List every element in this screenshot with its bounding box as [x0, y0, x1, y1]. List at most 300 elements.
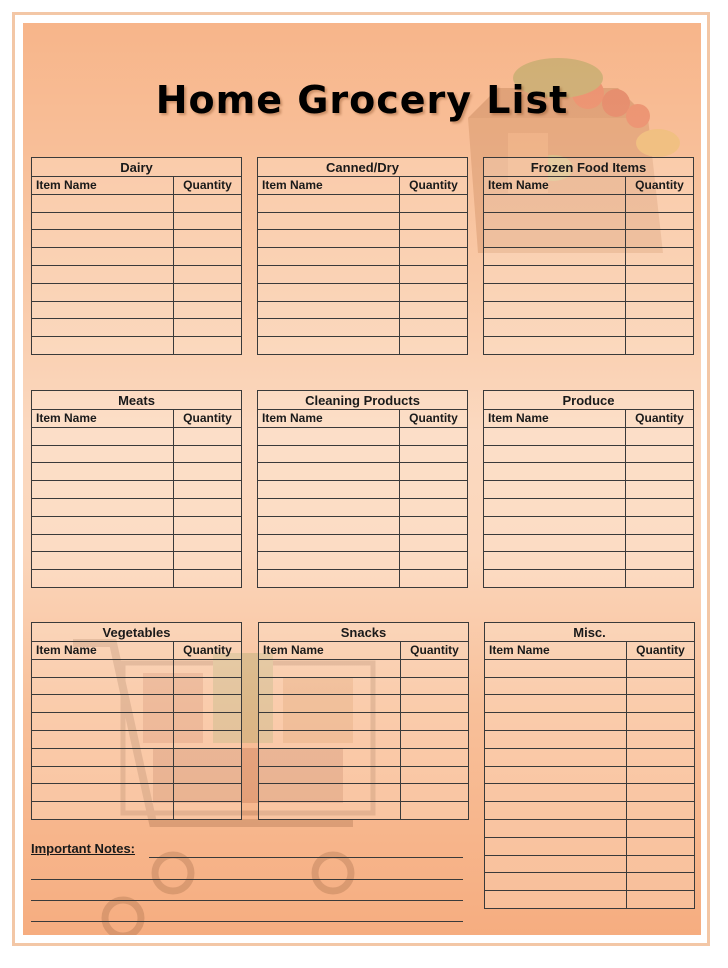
quantity-cell[interactable]: [174, 194, 242, 212]
category-table-cleaning-products: [257, 390, 468, 588]
item-name-cell[interactable]: [484, 230, 626, 248]
table-row: [258, 463, 468, 481]
table-row: [32, 445, 242, 463]
table-row: [259, 766, 469, 784]
quantity-cell[interactable]: [626, 534, 694, 552]
quantity-cell[interactable]: [174, 498, 242, 516]
item-name-cell[interactable]: [485, 855, 627, 873]
item-name-header: Item Name: [485, 642, 627, 660]
item-name-header: Item Name: [259, 642, 401, 660]
quantity-header: Quantity: [174, 642, 242, 660]
quantity-header: Quantity: [174, 410, 242, 428]
quantity-cell[interactable]: [626, 552, 694, 570]
item-name-cell[interactable]: [485, 713, 627, 731]
table-row: [32, 516, 242, 534]
table-row: [484, 230, 694, 248]
table-row: [32, 463, 242, 481]
table-row: [258, 534, 468, 552]
quantity-cell[interactable]: [400, 194, 468, 212]
item-name-cell[interactable]: [484, 194, 626, 212]
table-row: [485, 659, 695, 677]
item-name-cell[interactable]: [484, 552, 626, 570]
item-name-cell[interactable]: [484, 445, 626, 463]
item-name-cell[interactable]: [258, 230, 400, 248]
quantity-cell[interactable]: [174, 784, 242, 802]
item-name-header: Item Name: [484, 177, 626, 195]
quantity-cell[interactable]: [400, 319, 468, 337]
item-name-cell[interactable]: [259, 766, 401, 784]
item-name-cell[interactable]: [32, 283, 174, 301]
quantity-cell[interactable]: [626, 248, 694, 266]
quantity-cell[interactable]: [174, 659, 242, 677]
table-row: [32, 427, 242, 445]
item-name-cell[interactable]: [258, 283, 400, 301]
item-name-cell[interactable]: [32, 552, 174, 570]
item-name-cell[interactable]: [32, 230, 174, 248]
table-row: [258, 230, 468, 248]
quantity-cell[interactable]: [627, 766, 695, 784]
table-row: [32, 337, 242, 355]
item-name-cell[interactable]: [259, 659, 401, 677]
quantity-cell[interactable]: [400, 230, 468, 248]
table-row: [484, 427, 694, 445]
category-table-meats: [31, 390, 242, 588]
table-row: [484, 319, 694, 337]
table-row: [258, 498, 468, 516]
quantity-header: Quantity: [401, 642, 469, 660]
item-name-cell[interactable]: [32, 194, 174, 212]
quantity-cell[interactable]: [627, 748, 695, 766]
item-name-cell[interactable]: [32, 265, 174, 283]
table-row: [32, 230, 242, 248]
quantity-cell[interactable]: [627, 802, 695, 820]
category-title: Meats: [32, 391, 242, 410]
quantity-cell[interactable]: [174, 730, 242, 748]
table-row: [258, 301, 468, 319]
table-row: [32, 659, 242, 677]
item-name-cell[interactable]: [484, 248, 626, 266]
page-title: Home Grocery List: [155, 78, 569, 122]
table-row: [259, 677, 469, 695]
quantity-header: Quantity: [626, 177, 694, 195]
quantity-cell[interactable]: [401, 713, 469, 731]
quantity-cell[interactable]: [174, 748, 242, 766]
quantity-cell[interactable]: [627, 695, 695, 713]
table-row: [485, 695, 695, 713]
quantity-cell[interactable]: [174, 265, 242, 283]
item-name-cell[interactable]: [258, 265, 400, 283]
item-name-cell[interactable]: [485, 837, 627, 855]
quantity-cell[interactable]: [400, 445, 468, 463]
item-name-cell[interactable]: [485, 891, 627, 909]
quantity-cell[interactable]: [626, 463, 694, 481]
quantity-cell[interactable]: [626, 427, 694, 445]
category-title: Frozen Food Items: [484, 158, 694, 177]
table-row: [258, 212, 468, 230]
item-name-cell[interactable]: [32, 498, 174, 516]
table-row: [258, 337, 468, 355]
table-row: [259, 730, 469, 748]
quantity-cell[interactable]: [174, 534, 242, 552]
item-name-cell[interactable]: [32, 516, 174, 534]
category-title: Cleaning Products: [258, 391, 468, 410]
table-row: [485, 837, 695, 855]
item-name-cell[interactable]: [484, 570, 626, 588]
table-row: [485, 766, 695, 784]
quantity-cell[interactable]: [627, 837, 695, 855]
item-name-cell[interactable]: [258, 498, 400, 516]
table-row: [484, 337, 694, 355]
quantity-header: Quantity: [627, 642, 695, 660]
item-name-cell[interactable]: [32, 319, 174, 337]
item-name-cell[interactable]: [484, 498, 626, 516]
item-name-cell[interactable]: [32, 802, 174, 820]
quantity-cell[interactable]: [400, 481, 468, 499]
category-table-dairy: [31, 157, 242, 355]
table-row: [259, 802, 469, 820]
quantity-cell[interactable]: [400, 516, 468, 534]
category-title: Produce: [484, 391, 694, 410]
quantity-cell[interactable]: [401, 730, 469, 748]
table-row: [484, 481, 694, 499]
table-row: [484, 570, 694, 588]
item-name-cell[interactable]: [32, 445, 174, 463]
quantity-cell[interactable]: [174, 802, 242, 820]
table-row: [259, 784, 469, 802]
quantity-cell[interactable]: [627, 659, 695, 677]
quantity-cell[interactable]: [627, 784, 695, 802]
table-row: [485, 784, 695, 802]
table-row: [32, 248, 242, 266]
quantity-cell[interactable]: [626, 283, 694, 301]
quantity-cell[interactable]: [400, 552, 468, 570]
category-table-snacks: [258, 622, 469, 820]
table-row: [258, 516, 468, 534]
item-name-cell[interactable]: [32, 248, 174, 266]
item-name-cell[interactable]: [484, 463, 626, 481]
table-row: [32, 570, 242, 588]
item-name-cell[interactable]: [258, 248, 400, 266]
item-name-cell[interactable]: [258, 445, 400, 463]
table-row: [32, 802, 242, 820]
item-name-cell[interactable]: [32, 766, 174, 784]
table-row: [485, 855, 695, 873]
item-name-cell[interactable]: [484, 319, 626, 337]
quantity-cell[interactable]: [174, 230, 242, 248]
quantity-cell[interactable]: [626, 301, 694, 319]
quantity-cell[interactable]: [174, 481, 242, 499]
table-row: [258, 248, 468, 266]
item-name-cell[interactable]: [485, 873, 627, 891]
table-row: [258, 283, 468, 301]
item-name-cell[interactable]: [258, 319, 400, 337]
item-name-cell[interactable]: [484, 481, 626, 499]
table-row: [32, 481, 242, 499]
category-table-frozen-food-items: [483, 157, 694, 355]
item-name-cell[interactable]: [485, 802, 627, 820]
category-title: Vegetables: [32, 623, 242, 642]
item-name-cell[interactable]: [32, 427, 174, 445]
table-row: [258, 194, 468, 212]
item-name-cell[interactable]: [484, 337, 626, 355]
table-row: [32, 730, 242, 748]
table-row: [258, 552, 468, 570]
quantity-cell[interactable]: [400, 283, 468, 301]
table-row: [485, 713, 695, 731]
table-row: [484, 445, 694, 463]
table-row: [485, 873, 695, 891]
table-row: [32, 677, 242, 695]
quantity-cell[interactable]: [401, 766, 469, 784]
quantity-header: Quantity: [626, 410, 694, 428]
table-row: [258, 265, 468, 283]
table-row: [32, 766, 242, 784]
quantity-cell[interactable]: [174, 301, 242, 319]
quantity-cell[interactable]: [174, 677, 242, 695]
table-row: [484, 552, 694, 570]
item-name-cell[interactable]: [259, 677, 401, 695]
table-row: [484, 265, 694, 283]
table-row: [484, 283, 694, 301]
table-row: [32, 748, 242, 766]
grocery-sheet: [23, 23, 701, 935]
quantity-cell[interactable]: [627, 730, 695, 748]
category-table-produce: [483, 390, 694, 588]
item-name-header: Item Name: [258, 410, 400, 428]
table-row: [32, 265, 242, 283]
quantity-cell[interactable]: [401, 659, 469, 677]
item-name-header: Item Name: [32, 410, 174, 428]
table-row: [485, 677, 695, 695]
item-name-cell[interactable]: [32, 337, 174, 355]
table-row: [484, 301, 694, 319]
quantity-cell[interactable]: [626, 230, 694, 248]
notes-line[interactable]: [149, 857, 463, 858]
table-row: [32, 552, 242, 570]
item-name-cell[interactable]: [258, 337, 400, 355]
item-name-cell[interactable]: [259, 695, 401, 713]
quantity-cell[interactable]: [401, 748, 469, 766]
quantity-cell[interactable]: [174, 248, 242, 266]
item-name-cell[interactable]: [259, 713, 401, 731]
quantity-cell[interactable]: [174, 713, 242, 731]
table-row: [32, 534, 242, 552]
item-name-cell[interactable]: [32, 695, 174, 713]
quantity-cell[interactable]: [174, 283, 242, 301]
table-row: [32, 283, 242, 301]
notes-line[interactable]: [31, 921, 463, 922]
item-name-header: Item Name: [32, 177, 174, 195]
quantity-cell[interactable]: [627, 891, 695, 909]
table-row: [485, 891, 695, 909]
item-name-cell[interactable]: [485, 730, 627, 748]
item-name-cell[interactable]: [258, 301, 400, 319]
quantity-cell[interactable]: [400, 265, 468, 283]
table-row: [484, 194, 694, 212]
notes-line[interactable]: [31, 879, 463, 880]
notes-line[interactable]: [31, 900, 463, 901]
quantity-cell[interactable]: [626, 337, 694, 355]
table-row: [484, 498, 694, 516]
item-name-cell[interactable]: [32, 570, 174, 588]
item-name-cell[interactable]: [258, 427, 400, 445]
quantity-header: Quantity: [400, 410, 468, 428]
item-name-cell[interactable]: [258, 516, 400, 534]
quantity-cell[interactable]: [400, 534, 468, 552]
item-name-cell[interactable]: [32, 748, 174, 766]
quantity-cell[interactable]: [400, 301, 468, 319]
item-name-cell[interactable]: [484, 283, 626, 301]
table-row: [32, 301, 242, 319]
quantity-cell[interactable]: [401, 677, 469, 695]
item-name-cell[interactable]: [258, 552, 400, 570]
item-name-cell[interactable]: [32, 463, 174, 481]
category-title: Snacks: [259, 623, 469, 642]
quantity-cell[interactable]: [400, 248, 468, 266]
table-row: [32, 498, 242, 516]
quantity-cell[interactable]: [400, 498, 468, 516]
quantity-cell[interactable]: [627, 713, 695, 731]
quantity-cell[interactable]: [174, 319, 242, 337]
item-name-cell[interactable]: [485, 695, 627, 713]
quantity-cell[interactable]: [174, 212, 242, 230]
table-row: [32, 319, 242, 337]
item-name-cell[interactable]: [484, 534, 626, 552]
category-title: Canned/Dry: [258, 158, 468, 177]
quantity-cell[interactable]: [627, 819, 695, 837]
category-table-misc: [484, 622, 695, 909]
quantity-cell[interactable]: [626, 319, 694, 337]
item-name-header: Item Name: [258, 177, 400, 195]
table-row: [258, 445, 468, 463]
table-row: [32, 784, 242, 802]
quantity-cell[interactable]: [627, 873, 695, 891]
quantity-cell[interactable]: [627, 855, 695, 873]
item-name-cell[interactable]: [32, 659, 174, 677]
table-row: [485, 730, 695, 748]
quantity-cell[interactable]: [626, 498, 694, 516]
table-row: [259, 659, 469, 677]
item-name-cell[interactable]: [485, 659, 627, 677]
table-row: [258, 319, 468, 337]
important-notes-label: Important Notes:: [31, 841, 135, 856]
quantity-header: Quantity: [400, 177, 468, 195]
item-name-cell[interactable]: [32, 784, 174, 802]
quantity-cell[interactable]: [626, 570, 694, 588]
table-row: [485, 819, 695, 837]
table-row: [32, 194, 242, 212]
item-name-cell[interactable]: [258, 194, 400, 212]
table-row: [485, 748, 695, 766]
quantity-cell[interactable]: [174, 445, 242, 463]
table-row: [484, 463, 694, 481]
item-name-cell[interactable]: [485, 748, 627, 766]
item-name-cell[interactable]: [485, 819, 627, 837]
item-name-cell[interactable]: [32, 730, 174, 748]
quantity-cell[interactable]: [400, 463, 468, 481]
category-table-vegetables: [31, 622, 242, 820]
item-name-cell[interactable]: [485, 677, 627, 695]
quantity-cell[interactable]: [400, 337, 468, 355]
item-name-cell[interactable]: [259, 784, 401, 802]
quantity-cell[interactable]: [174, 552, 242, 570]
category-title: Misc.: [485, 623, 695, 642]
quantity-cell[interactable]: [174, 463, 242, 481]
item-name-cell[interactable]: [259, 748, 401, 766]
table-row: [484, 212, 694, 230]
item-name-cell[interactable]: [259, 802, 401, 820]
item-name-cell[interactable]: [32, 677, 174, 695]
table-row: [484, 516, 694, 534]
table-row: [258, 481, 468, 499]
quantity-cell[interactable]: [626, 194, 694, 212]
table-row: [258, 427, 468, 445]
item-name-cell[interactable]: [258, 481, 400, 499]
quantity-cell[interactable]: [626, 445, 694, 463]
table-row: [259, 713, 469, 731]
quantity-cell[interactable]: [174, 570, 242, 588]
item-name-cell[interactable]: [485, 784, 627, 802]
table-row: [32, 212, 242, 230]
item-name-header: Item Name: [32, 642, 174, 660]
quantity-cell[interactable]: [174, 516, 242, 534]
item-name-cell[interactable]: [258, 463, 400, 481]
quantity-cell[interactable]: [401, 695, 469, 713]
item-name-cell[interactable]: [32, 481, 174, 499]
quantity-cell[interactable]: [174, 695, 242, 713]
item-name-cell[interactable]: [259, 730, 401, 748]
quantity-cell[interactable]: [626, 516, 694, 534]
table-row: [32, 695, 242, 713]
category-title: Dairy: [32, 158, 242, 177]
table-row: [259, 695, 469, 713]
item-name-cell[interactable]: [485, 766, 627, 784]
quantity-cell[interactable]: [174, 766, 242, 784]
category-table-canned-dry: [257, 157, 468, 355]
quantity-cell[interactable]: [627, 677, 695, 695]
quantity-cell[interactable]: [401, 802, 469, 820]
quantity-cell[interactable]: [401, 784, 469, 802]
item-name-cell[interactable]: [484, 212, 626, 230]
quantity-cell[interactable]: [626, 265, 694, 283]
item-name-cell[interactable]: [258, 570, 400, 588]
table-row: [484, 534, 694, 552]
table-row: [258, 570, 468, 588]
quantity-cell[interactable]: [626, 481, 694, 499]
item-name-header: Item Name: [484, 410, 626, 428]
quantity-cell[interactable]: [400, 570, 468, 588]
item-name-cell[interactable]: [32, 534, 174, 552]
table-row: [485, 802, 695, 820]
table-row: [32, 713, 242, 731]
item-name-cell[interactable]: [258, 534, 400, 552]
item-name-cell[interactable]: [484, 301, 626, 319]
quantity-cell[interactable]: [174, 337, 242, 355]
item-name-cell[interactable]: [258, 212, 400, 230]
quantity-cell[interactable]: [400, 427, 468, 445]
item-name-cell[interactable]: [484, 516, 626, 534]
quantity-cell[interactable]: [400, 212, 468, 230]
item-name-cell[interactable]: [32, 713, 174, 731]
item-name-cell[interactable]: [484, 427, 626, 445]
quantity-cell[interactable]: [626, 212, 694, 230]
table-row: [259, 748, 469, 766]
item-name-cell[interactable]: [32, 212, 174, 230]
item-name-cell[interactable]: [484, 265, 626, 283]
item-name-cell[interactable]: [32, 301, 174, 319]
quantity-header: Quantity: [174, 177, 242, 195]
quantity-cell[interactable]: [174, 427, 242, 445]
